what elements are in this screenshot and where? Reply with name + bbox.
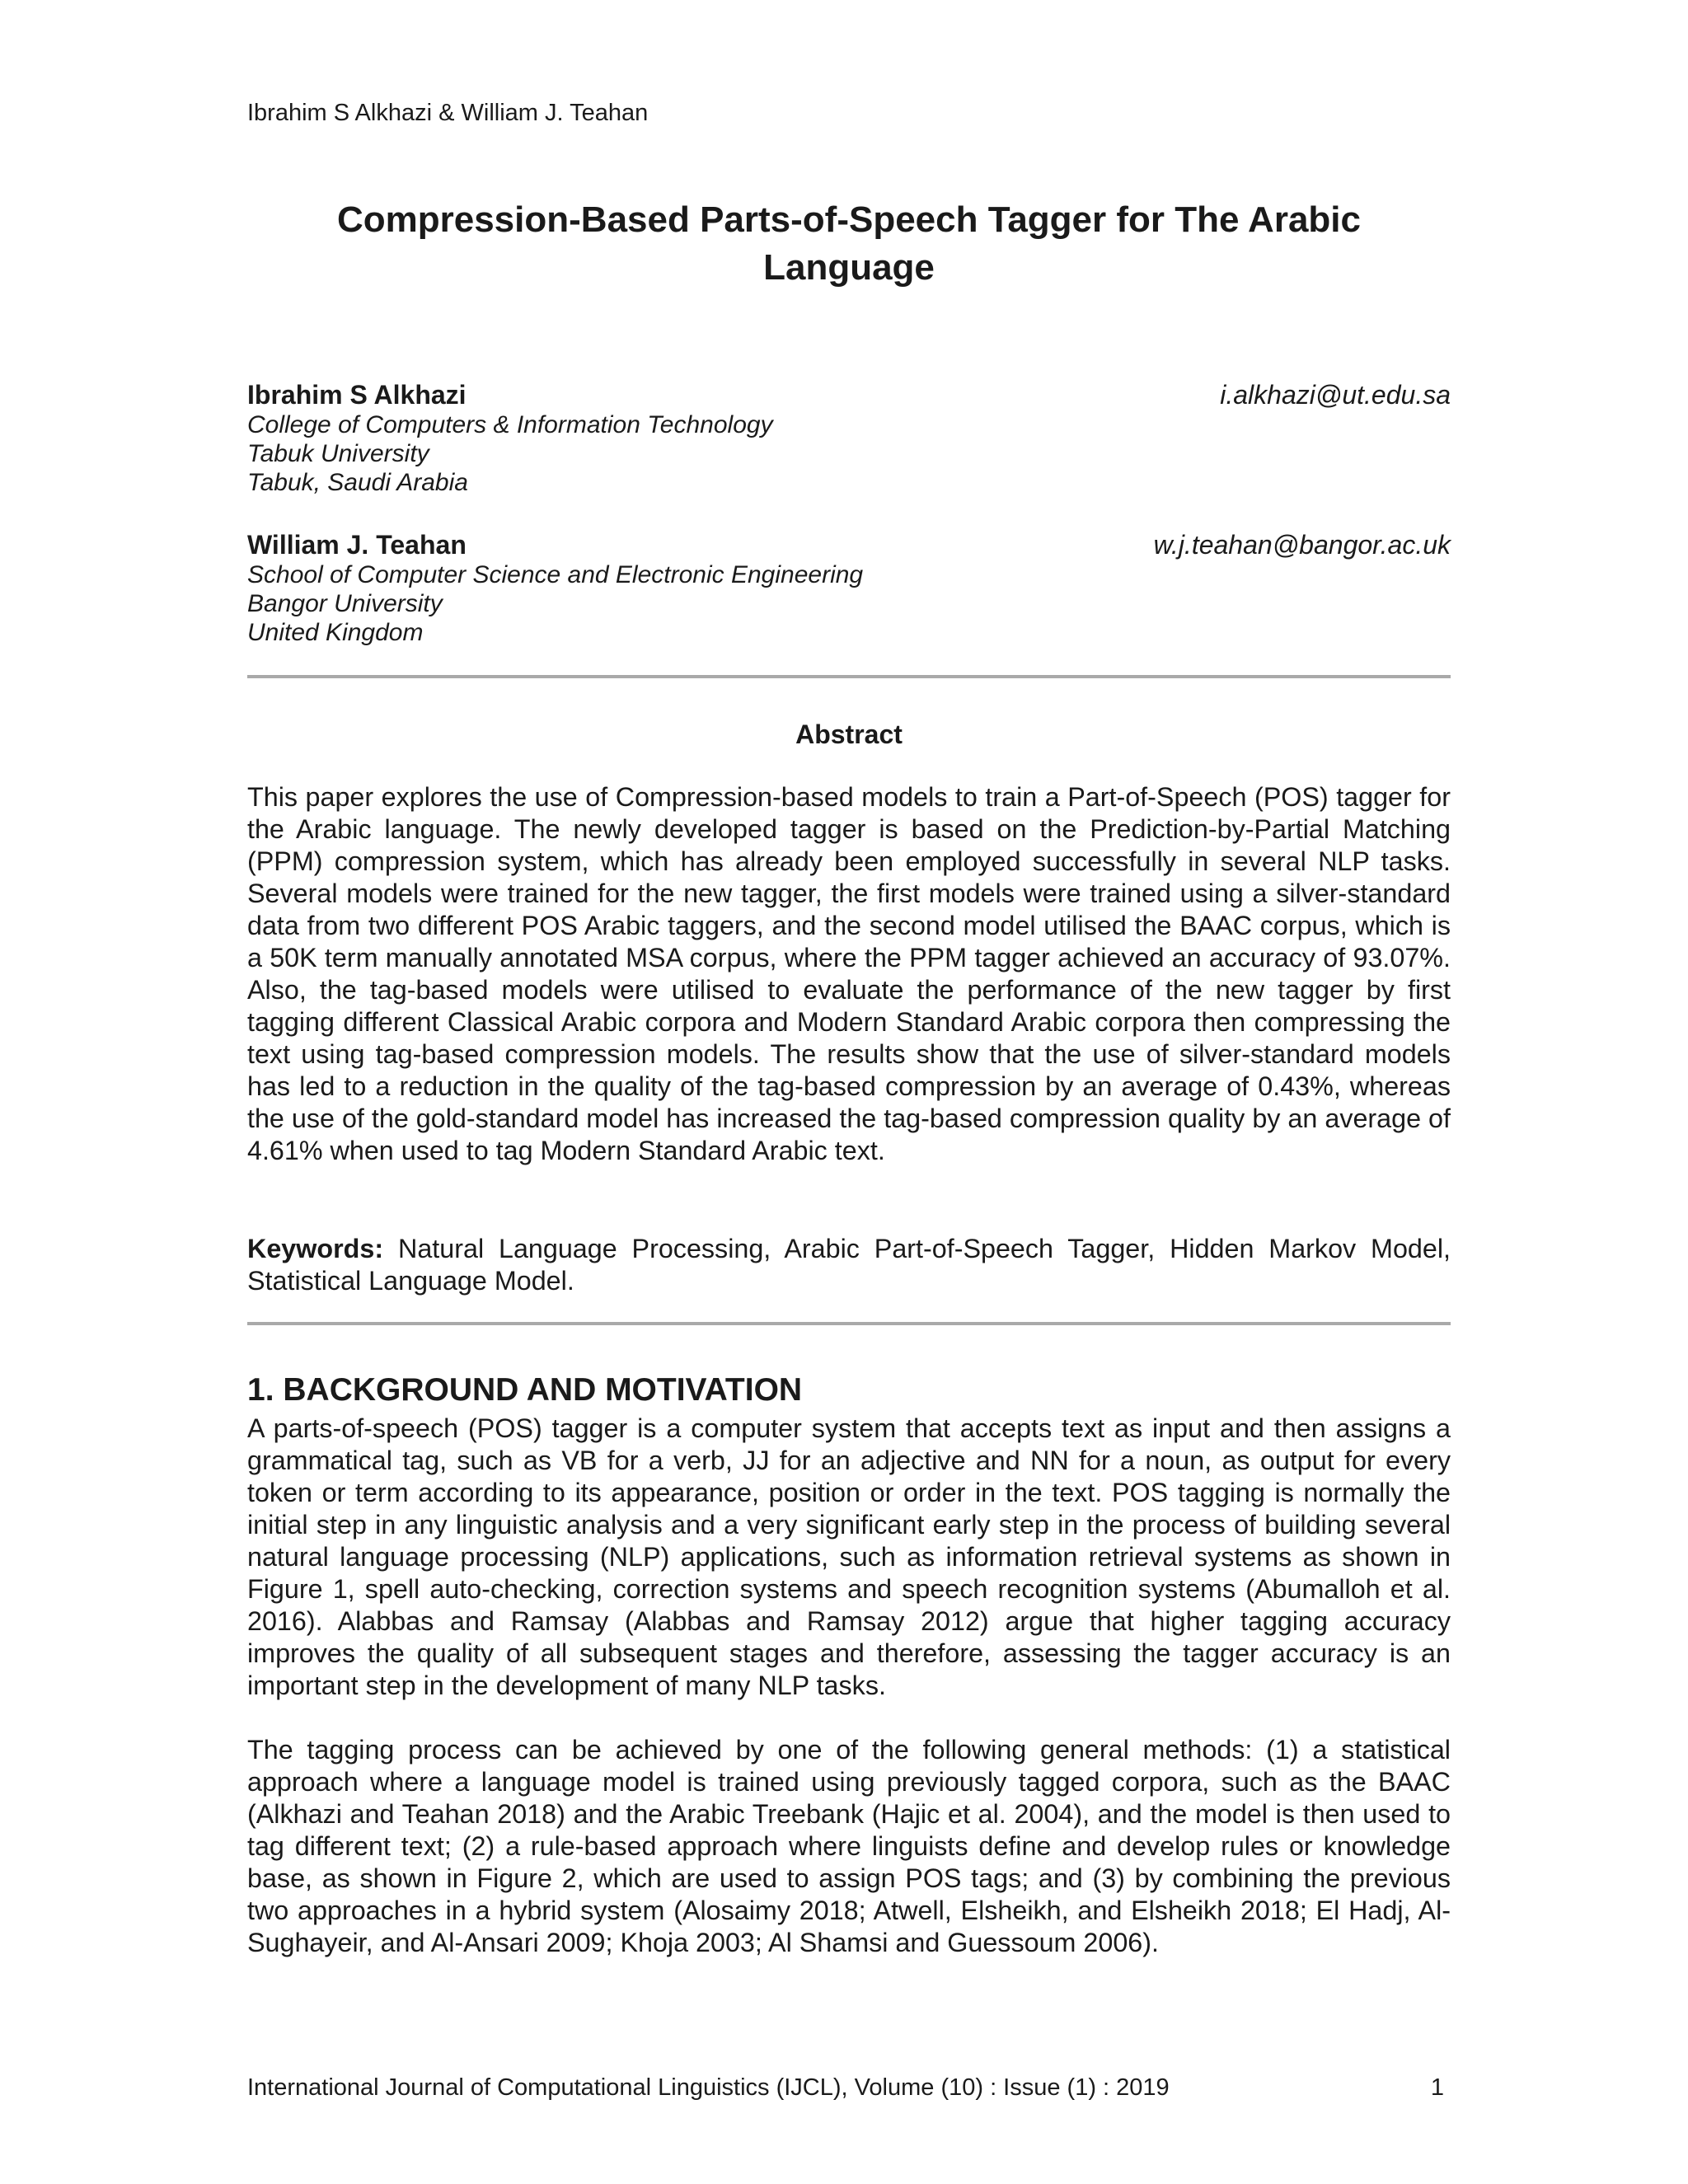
author-affiliation-line: Tabuk University (247, 440, 429, 467)
author-block (247, 379, 1451, 497)
section-heading: 1. BACKGROUND AND MOTIVATION (247, 1372, 803, 1408)
author-affiliation-line: School of Computer Science and Electronic Engineering (247, 561, 864, 588)
body-paragraph: A parts-of-speech (POS) tagger is a computer system that accepts text as input and then assigns a grammatical tag, such as VB for a verb, JJ for an adjective and NN for a noun, as output for every token or term according to its appearance, position or order in the text. POS tagging is normally the initial step in any linguistic analysis and a very significant early step in the process of building several natural language processing (NLP) applications, such as information retrieval systems as shown in Figure 1, spell auto-checking, correction systems and speech recognition systems (Abumalloh et al. 2016). Alabbas and Ramsay (Alabbas and Ramsay 2012) argue that higher tagging accuracy improves the quality of all subsequent stages and therefore, assessing the tagger accuracy is an important step in the development of many NLP tasks. (247, 1413, 1451, 1700)
body-paragraph: The tagging process can be achieved by one of the following general methods: (1) a statistical approach where a language model is trained using previously tagged corpora, such as the BAAC (Alkhazi and Teahan 2018) and the Arabic Treebank (Hajic et al. 2004), and the model is then used to tag different text; (2) a rule-based approach where linguists define and develop rules or knowledge base, as shown in Figure 2, which are used to assign POS tags; and (3) by combining the previous two approaches in a hybrid system (Alosaimy 2018; Atwell, Elsheikh, and Elsheikh 2018; El Hadj, Al-Sughayeir, and Al-Ansari 2009; Khoja 2003; Al Shamsi and Guessoum 2006). (247, 1735, 1451, 1957)
page-number: 1 (1430, 2074, 1444, 2101)
abstract-text: This paper explores the use of Compression-based models to train a Part-of-Speech (POS) tagger for the Arabic language. The newly developed tagger is based on the Prediction-by-Partial Matching (PPM) compression system, which has already been employed successfully in several NLP tasks. Several models were trained for the new tagger, the first models were trained using a silver-standard data from two different POS Arabic taggers, and the second model utilised the BAAC corpus, which is a 50K term manually annotated MSA corpus, where the PPM tagger achieved an accuracy of 93.07%. Also, the tag-based models were utilised to evaluate the performance of the new tagger by first tagging different Classical Arabic corpora and Modern Standard Arabic corpora then compressing the text using tag-based compression models. The results show that the use of silver-standard models has led to a reduction in the quality of the tag-based compression by an average of 0.43%, whereas the use of the gold-standard model has increased the tag-based compression quality by an average of 4.61% when used to tag Modern Standard Arabic text. (247, 782, 1451, 1165)
author-name: Ibrahim S Alkhazi (247, 380, 467, 410)
author-name: William J. Teahan (247, 530, 467, 560)
author-email: i.alkhazi@ut.edu.sa (1220, 380, 1451, 410)
author-affiliation-line: College of Computers & Information Technology (247, 411, 773, 438)
divider (247, 675, 1451, 678)
keywords (247, 1233, 1451, 1297)
page-footer (247, 2073, 1451, 2102)
paper-page (247, 0, 1451, 2184)
running-header: Ibrahim S Alkhazi & William J. Teahan (247, 100, 649, 126)
paper-title: Compression-Based Parts-of-Speech Tagger for The Arabic Language (336, 199, 1362, 288)
author-email: w.j.teahan@bangor.ac.uk (1153, 530, 1451, 560)
abstract-heading: Abstract (795, 719, 903, 749)
author-affiliation-line: Bangor University (247, 590, 443, 617)
keywords-text: Natural Language Processing, Arabic Part-of-Speech Tagger, Hidden Markov Model, Statistical Language Model. (247, 1234, 1451, 1296)
author-block (247, 529, 1451, 647)
author-affiliation-line: United Kingdom (247, 619, 424, 646)
journal-citation: International Journal of Computational Linguistics (IJCL), Volume (10) : Issue (1) : 2019 (247, 2074, 1170, 2101)
divider (247, 1322, 1451, 1325)
author-affiliation-line: Tabuk, Saudi Arabia (247, 469, 468, 496)
keywords-label: Keywords: (247, 1234, 384, 1263)
